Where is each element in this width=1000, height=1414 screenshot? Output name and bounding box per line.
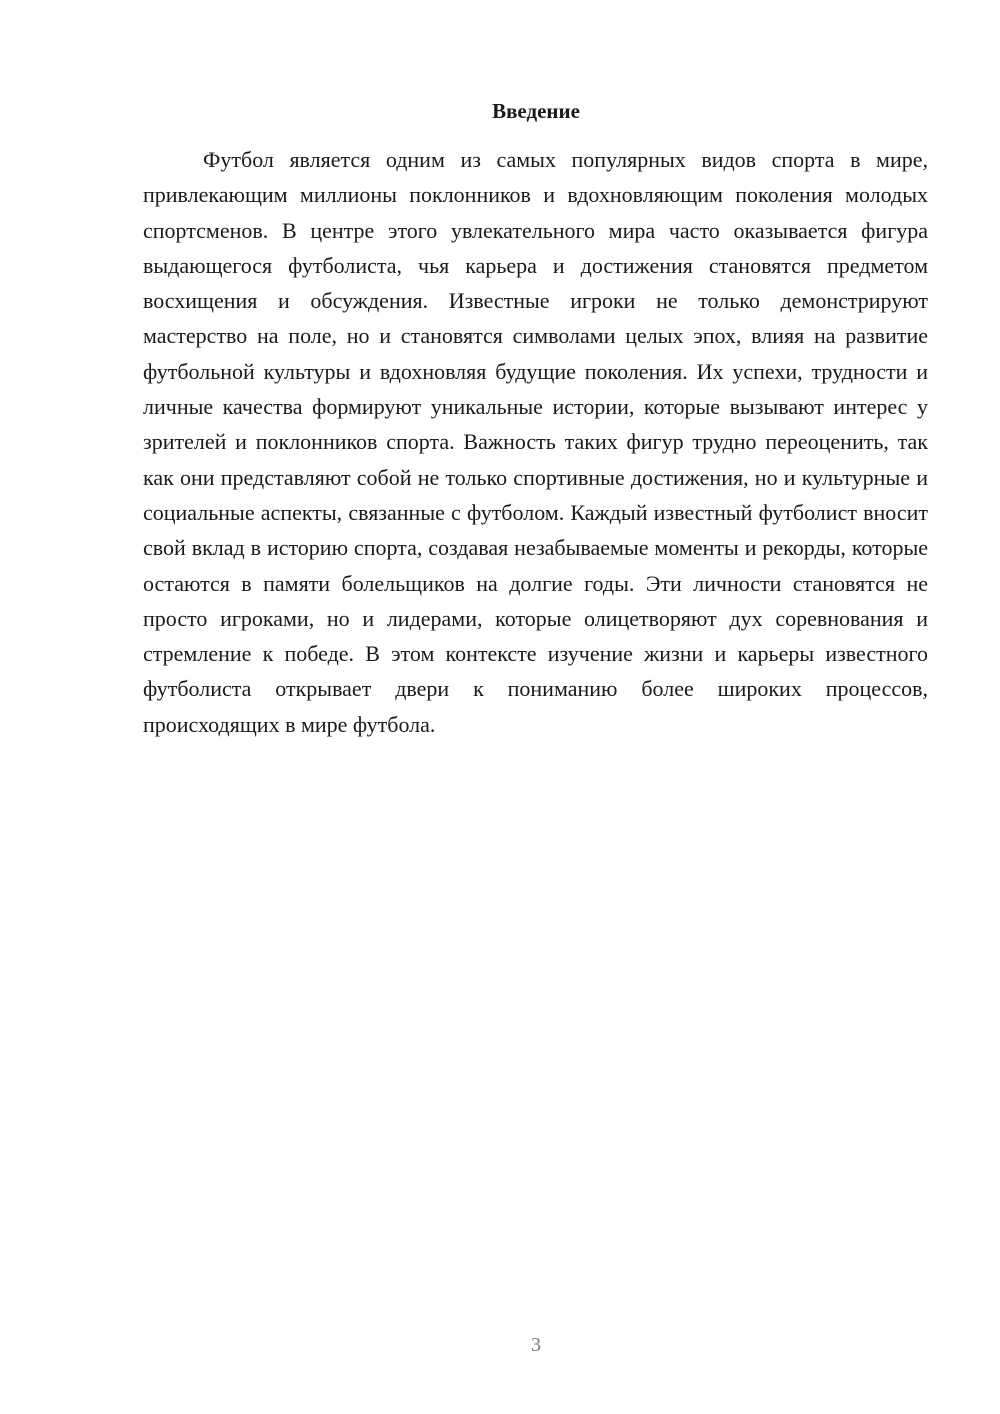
page-number: 3 bbox=[531, 1334, 541, 1356]
section-heading: Введение bbox=[492, 99, 580, 123]
intro-paragraph: Футбол является одним из самых популярных видов спорта в мире, привлекающим миллионы поклонников и вдохновляющим поколения молодых спортсменов. В центре этого увлекательного мира часто оказывается фигура выдающегося футболиста, чья карьера и достижения становятся предметом восхищения и обсуждения. Известные игроки не только демонстрируют мастерство на поле, но и становятся символами целых эпох, влияя на развитие футбольной культуры и вдохновляя будущие поколения. Их успехи, трудности и личные качества формируют уникальные истории, которые вызывают интерес у зрителей и поклонников спорта. Важность таких фигур трудно переоценить, так как они представляют собой не только спортивные достижения, но и культурные и социальные аспекты, связанные с футболом. Каждый известный футболист вносит свой вклад в историю спорта, создавая незабываемые моменты и рекорды, которые остаются в памяти болельщиков на долгие годы. Эти личности становятся не просто игроками, но и лидерами, которые олицетворяют дух соревнования и стремление к победе. В этом контексте изучение жизни и карьеры известного футболиста открывает двери к пониманию более широких процессов, происходящих в мире футбола. bbox=[143, 147, 928, 737]
